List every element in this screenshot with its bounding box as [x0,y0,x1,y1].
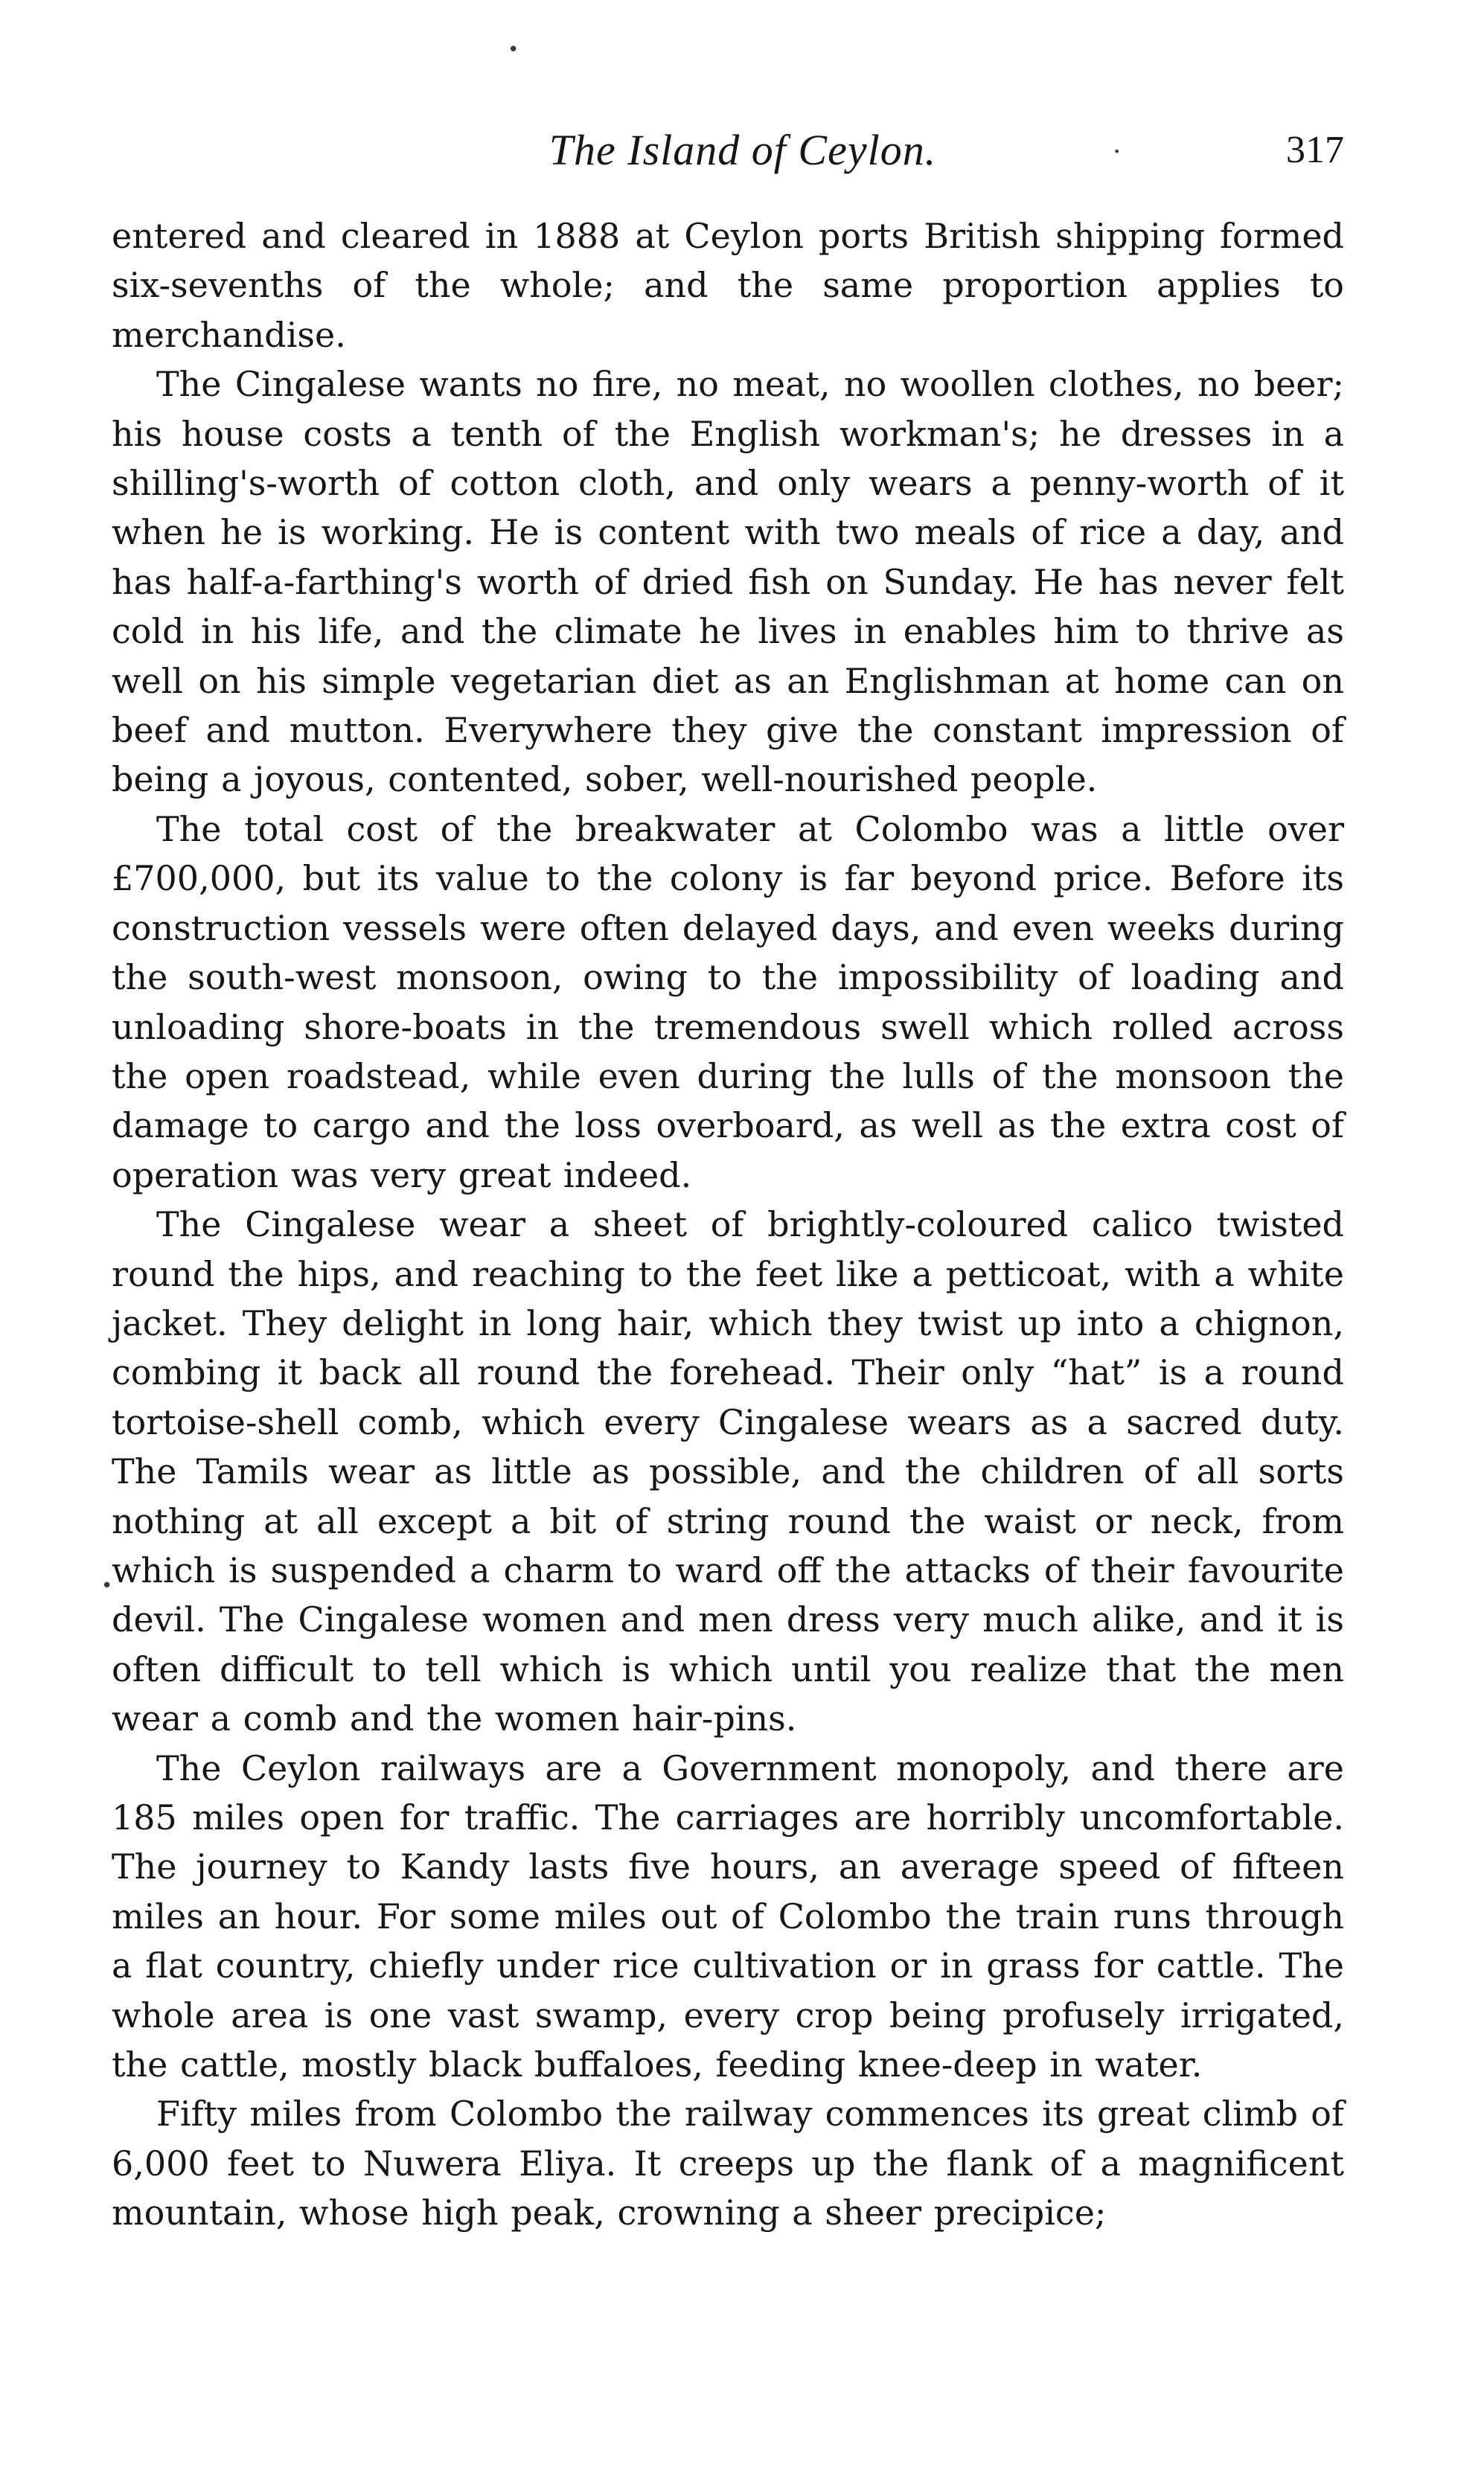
paragraph-railways: The Ceylon railways are a Government monopoly, and there are 185 miles open for traffic. The carriages are horribly uncomfortable. The journey to Kandy lasts five hours, an average speed of fifteen miles an hour. For some miles out of Colombo the train runs through a flat country, chiefly under rice cultivation or in grass for cattle. The whole area is one vast swamp, every crop being profusely irrigated, the cattle, mostly black buffaloes, feeding knee-deep in water. [112,1747,1344,2085]
paragraph-continued: entered and cleared in 1888 at Ceylon ports British shipping formed six-sevenths of the whole; and the same proportion applies to merchandise. [112,216,1344,355]
paragraph-breakwater: The total cost of the breakwater at Colombo was a little over £700,000, but its value to the colony is far beyond price. Before its construction vessels were often delayed days, and even weeks during the south-west monsoon, owing to the impossibility of loading and unloading shore-boats in the tremendous swell which rolled across the open roadstead, while even during the lulls of the monsoon the damage to cargo and the loss overboard, as well as the extra cost of operation was very great indeed. [112,808,1344,1195]
ink-speck: • [508,39,519,61]
body-text [112,211,1344,2238]
ink-speck: • [101,1575,113,1597]
running-title: The Island of Ceylon. [548,126,937,174]
paragraph-cingalese-living: The Cingalese wants no fire, no meat, no woollen clothes, no beer; his house costs a tenth of the English workman's; he dresses in a shilling's-worth of cotton cloth, and only wears a penny-worth of it when he is working. He is content with two meals of rice a day, and has half-a-farthing's worth of dried fish on Sunday. He has never felt cold in his life, and the climate he lives in enables him to thrive as well on his simple vegetarian diet as an Englishman at home can on beef and mutton. Everywhere they give the constant impression of being a joyous, contented, sober, well-nourished people. [112,364,1344,800]
paragraph-cingalese-dress: The Cingalese wear a sheet of brightly-coloured calico twisted round the hips, and reaching to the feet like a petticoat, with a white jacket. They delight in long hair, which they twist up into a chignon, combing it back all round the forehead. Their only “hat” is a round tortoise-shell comb, which every Cingalese wears as a sacred duty. The Tamils wear as little as possible, and the children of all sorts nothing at all except a bit of string round the waist or neck, from which is suspended a charm to ward off the attacks of their favourite devil. The Cingalese women and men dress very much alike, and it is often difficult to tell which is which until you realize that the men wear a comb and the women hair-pins. [112,1204,1344,1739]
ink-speck: • [1113,144,1121,159]
running-head [112,125,1344,185]
page-number: 317 [1286,129,1344,171]
paragraph-railway-climb: Fifty miles from Colombo the railway commences its great climb of 6,000 feet to Nuwera Eliya. It creeps up the flank of a magnificent mountain, whose high peak, crowning a sheer precipice; [112,2094,1344,2233]
